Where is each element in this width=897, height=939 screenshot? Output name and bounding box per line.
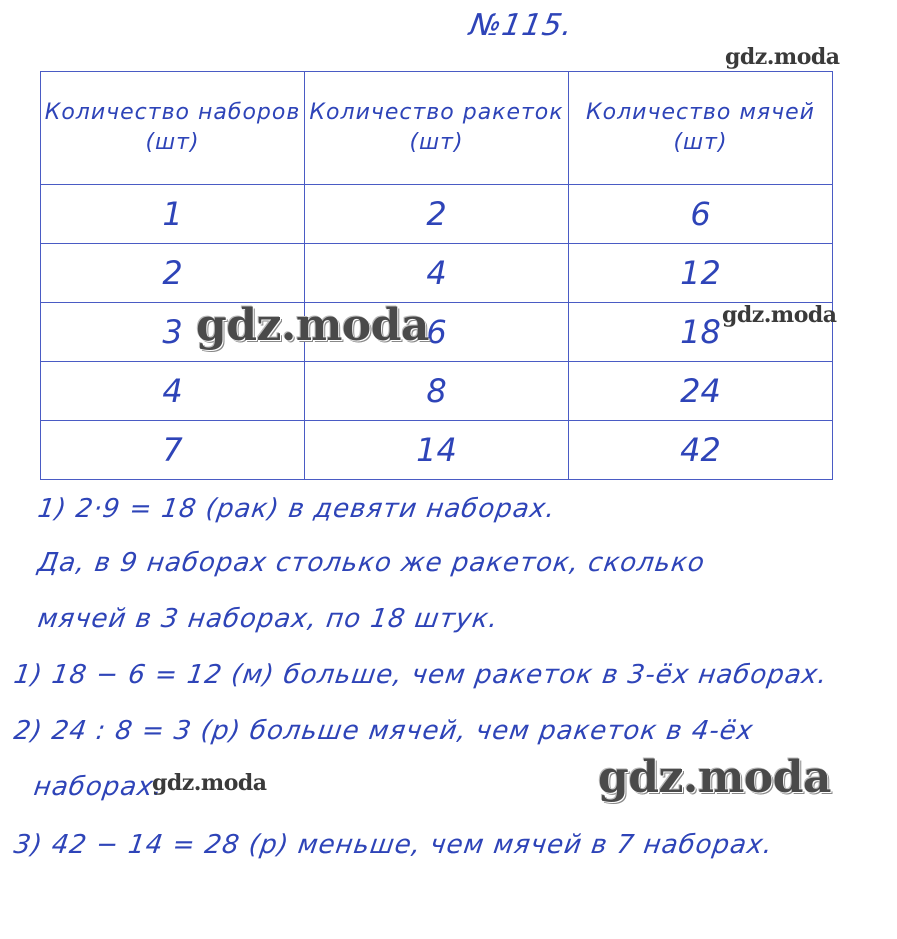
table-row — [41, 303, 833, 362]
header-sets: Количество наборов (шт) — [41, 72, 305, 185]
cell-rackets: 6 — [305, 303, 569, 362]
exercise-number: №115. — [466, 8, 577, 43]
table-row — [41, 362, 833, 421]
header-rackets: Количество ракеток (шт) — [305, 72, 569, 185]
table-row — [41, 421, 833, 480]
watermark-bottom-left: gdz.moda — [152, 770, 267, 796]
solution-line-2: Да, в 9 наборах столько же ракеток, сколько — [35, 548, 707, 578]
cell-balls: 24 — [569, 362, 833, 421]
cell-sets: 1 — [41, 185, 305, 244]
data-table — [40, 71, 833, 480]
table-row — [41, 185, 833, 244]
cell-balls: 12 — [569, 244, 833, 303]
solution-line-7: 3) 42 − 14 = 28 (р) меньше, чем мячей в 7 наборах. — [11, 830, 775, 860]
cell-balls: 42 — [569, 421, 833, 480]
solution-line-6: наборах. — [31, 772, 166, 802]
solution-line-1: 1) 2·9 = 18 (рак) в девяти наборах. — [35, 494, 558, 524]
table-header-row — [41, 72, 833, 185]
watermark-bottom-right: gdz.moda — [598, 752, 832, 803]
cell-rackets: 2 — [305, 185, 569, 244]
watermark-top-right: gdz.moda — [725, 44, 840, 70]
cell-rackets: 8 — [305, 362, 569, 421]
watermark-center: gdz.moda — [196, 300, 430, 351]
cell-balls: 6 — [569, 185, 833, 244]
watermark-right: gdz.moda — [722, 302, 837, 328]
solution-line-5: 2) 24 : 8 = 3 (р) больше мячей, чем ракеток в 4-ёх — [11, 716, 756, 746]
cell-rackets: 4 — [305, 244, 569, 303]
cell-sets: 3 — [41, 303, 305, 362]
cell-sets: 2 — [41, 244, 305, 303]
cell-sets: 4 — [41, 362, 305, 421]
table-row — [41, 244, 833, 303]
solution-line-3: мячей в 3 наборах, по 18 штук. — [35, 604, 501, 634]
cell-sets: 7 — [41, 421, 305, 480]
header-balls: Количество мячей (шт) — [569, 72, 833, 185]
cell-balls: 18 — [569, 303, 833, 362]
solution-line-4: 1) 18 − 6 = 12 (м) больше, чем ракеток в 3-ёх наборах. — [11, 660, 830, 690]
cell-rackets: 14 — [305, 421, 569, 480]
